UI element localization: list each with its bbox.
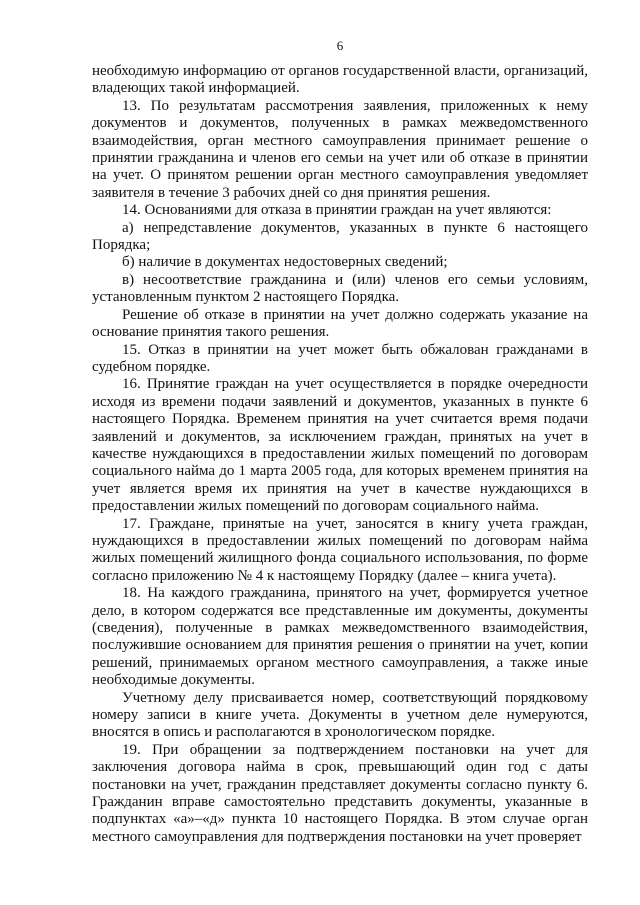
paragraph-continuation: необходимую информацию от органов государственной власти, организаций, владеющих такой информацией. bbox=[92, 63, 588, 97]
paragraph-14-a: а) непредставление документов, указанных в пункте 6 настоящего Порядка; bbox=[92, 219, 588, 254]
paragraph-refusal-decision: Решение об отказе в принятии на учет должно содержать указание на основание принятия такого решения. bbox=[92, 306, 588, 341]
page-number: 6 bbox=[336, 38, 344, 53]
document-body bbox=[92, 63, 588, 846]
paragraph-17: 17. Граждане, принятые на учет, заносятся в книгу учета граждан, нуждающихся в предоставлении жилых помещений по договорам найма жилых помещений жилищного фонда социального использования, по форме согласно приложению № 4 к настоящему Порядку (далее – книга учета). bbox=[92, 515, 588, 584]
paragraph-14-v: в) несоответствие гражданина и (или) членов его семьи условиям, установленным пунктом 2 настоящего Порядка. bbox=[92, 271, 588, 306]
paragraph-16: 16. Принятие граждан на учет осуществляется в порядке очередности исходя из времени подачи заявлений и документов, указанных в пункте 6 настоящего Порядка. Временем принятия на учет считается время подачи заявлений и документов, за исключением граждан, принятых на учет в качестве нуждающихся в предоставлении жилых помещений по договорам социального найма до 1 марта 2005 года, для которых временем принятия на учет является время их принятия на учет в качестве нуждающихся в предоставлении жилых помещений по договорам социального найма. bbox=[92, 376, 588, 515]
paragraph-15: 15. Отказ в принятии на учет может быть обжалован гражданами в судебном порядке. bbox=[92, 341, 588, 375]
paragraph-18: 18. На каждого гражданина, принятого на учет, формируется учетное дело, в котором содержатся все представленные им документы, документы (сведения), полученные в рамках межведомственного взаимодействия, послужившие основанием для принятия решения о принятии на учет, копии решений, принимаемых органом местного самоуправления, а также иные необходимые документы. bbox=[92, 585, 588, 689]
paragraph-record-number: Учетному делу присваивается номер, соответствующий порядковому номеру записи в книге учета. Документы в учетном деле нумеруются, вносятся в опись и располагаются в хронологическом порядке. bbox=[92, 689, 588, 741]
paragraph-19: 19. При обращении за подтверждением постановки на учет для заключения договора найма в срок, превышающий один год с даты постановки на учет, гражданин представляет документы согласно пункту 6. Гражданин вправе самостоятельно представить документы, указанные в подпунктах «а»–«д» пункта 10 настоящего Порядка. В этом случае орган местного самоуправления для подтверждения постановки на учет проверяет bbox=[92, 741, 588, 845]
paragraph-14: 14. Основаниями для отказа в принятии граждан на учет являются: bbox=[122, 202, 552, 219]
paragraph-14-b: б) наличие в документах недостоверных сведений; bbox=[122, 254, 448, 271]
paragraph-13: 13. По результатам рассмотрения заявления, приложенных к нему документов и документов, полученных в рамках межведомственного взаимодействия, орган местного самоуправления принимает решение о принятии гражданина и членов его семьи на учет или об отказе в принятии на учет. О принятом решении орган местного самоуправления уведомляет заявителя в течение 3 рабочих дней со дня принятия решения. bbox=[92, 97, 588, 201]
